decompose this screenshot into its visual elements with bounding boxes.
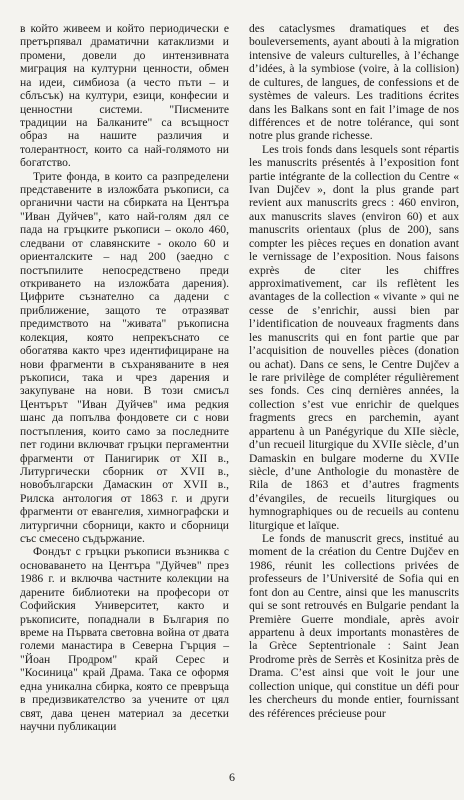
- paragraph: в който живеем и който периодически е претърпявал драматични катаклизми и промени, довели до интензивната миграция на културни ценности, обмен на идеи, симбиоза (а често пъти – и сблъсък) на култури, езици, конфесии и ценностни системи. "Писмените традиции на Балканите" са всъщност образ на нашите различия и толерантност, които са най-голямото ни богатство.: [20, 22, 229, 170]
- french-text-column: [249, 22, 459, 720]
- paragraph: des cataclysmes dramatiques et des bouleversements, ayant abouti à la migration intensive de valeurs culturelles, à l’échange d’idées, à la symbiose (voire, à la collision) de cultures, de langues, de confessions et de systèmes de valeurs. Les traditions écrites dans les Balkans sont en fait l’image de nos différences et de notre tolérance, qui sont notre plus grande richesse.: [249, 22, 459, 143]
- paragraph: Le fonds de manuscrit grecs, institué au moment de la création du Centre Dujčev en 1986, réunit les collections privées de professeurs de l’Université de Sofia qui en font don au Centre, ainsi que les manuscrits qui se sont retrouvés en Bulgarie pendant la Première Guerre mondiale, après avoir appartenu à deux importants monastères de la Grèce Septentrionale : Saint Jean Prodrome près de Serrès et Kosinitza près de Drama. C’est ainsi que voit le jour une collection unique, qui constitue un défi pour les chercheurs du monde entier, fournissant des références précieuse pour: [249, 532, 459, 720]
- paragraph: Трите фонда, в които са разпределени представените в изложбата ръкописи, са органични части на сбирката на Центъра "Иван Дуйчев", като най-голям дял се пада на гръцките ръкописи – около 460, следвани от славянските - около 60 и ориенталските – над 200 (заедно с постъпилите непосредствено преди откриването на изложбата дарения). Цифрите съзнателно са дадени с приближение, защото те отразяват предимството на "живата" ръкописна колекция, която непрекъснато се обогатява както чрез идентифициране на нови фрагменти в съхраняваните в нея ръкописи, така и чрез дарения и закупуване на нови. В този смисъл Центърът "Иван Дуйчев" има редкия шанс да попълва фондовете си с нови постъпления, които само за последните пет години включват гръцки пергаментни фрагменти от Панигирик от XII в., Литургически сборник от XVII в., новобългарски Дамаскин от XVII в., Рилска антология от 1863 г. и други фрагменти от евангелия, химнографски и литургични сборници, както и сборници със смесено съдържание.: [20, 169, 229, 546]
- page-number: 6: [229, 770, 235, 784]
- paragraph: Les trois fonds dans lesquels sont répartis les manuscrits présentés à l’exposition font partie intégrante de la collection du Centre « Ivan Dujčev », dont la plus grande part revient aux manuscrits grecs : 460 environ, aux manuscrits slaves (environ 60) et aux manuscrits orientaux (plus de 200), sans compter les pièces reçues en donation avant le vernissage de l’exposition. Nous faisons exprès de citer les chiffres approximativement, car ils reflètent les avantages de la collection « vivante » qui ne cesse de s’enrichir, aussi bien par l’identification de nouveaux fragments dans les manuscrits qui en font partie que par l’acquisition de nouvelles pièces (donation ou achat). Dans ce sens, le Centre Dujčev a le rare privilège de compléter régulièrement ses fonds. Ces cinq dernières années, la collection s’est vue enrichir de quelques fragments grecs en parchemin, ayant appartenu à un Panégyrique du XIIe siècle, d’un recueil liturgique du XVIIe siècle, d’un Damaskin en bulgare moderne du XVIIe siècle, d’une Anthologie du monastère de Rila de 1863 et d’autres fragments d’évangiles, de recueils liturgiques ou hymnographiques ou de recueils au contenu liturgique et laïque.: [249, 142, 459, 532]
- paragraph: Фондът с гръцки ръкописи възниква с основаването на Центъра "Дуйчев" през 1986 г. и включва частните колекции на дарените библиотеки на професори от Софийския Университет, както и ръкописите, попаднали в България по време на Първата световна война от двата големи манастира в Северна Гърция – "Йоан Продром" край Серес и "Косиница" край Драма. Така се оформя една уникална сбирка, която се превръща в предизвикателство за учените от цял свят, дава ценен материал за десетки научни публикации: [20, 545, 229, 733]
- bulgarian-text-column: [20, 22, 229, 733]
